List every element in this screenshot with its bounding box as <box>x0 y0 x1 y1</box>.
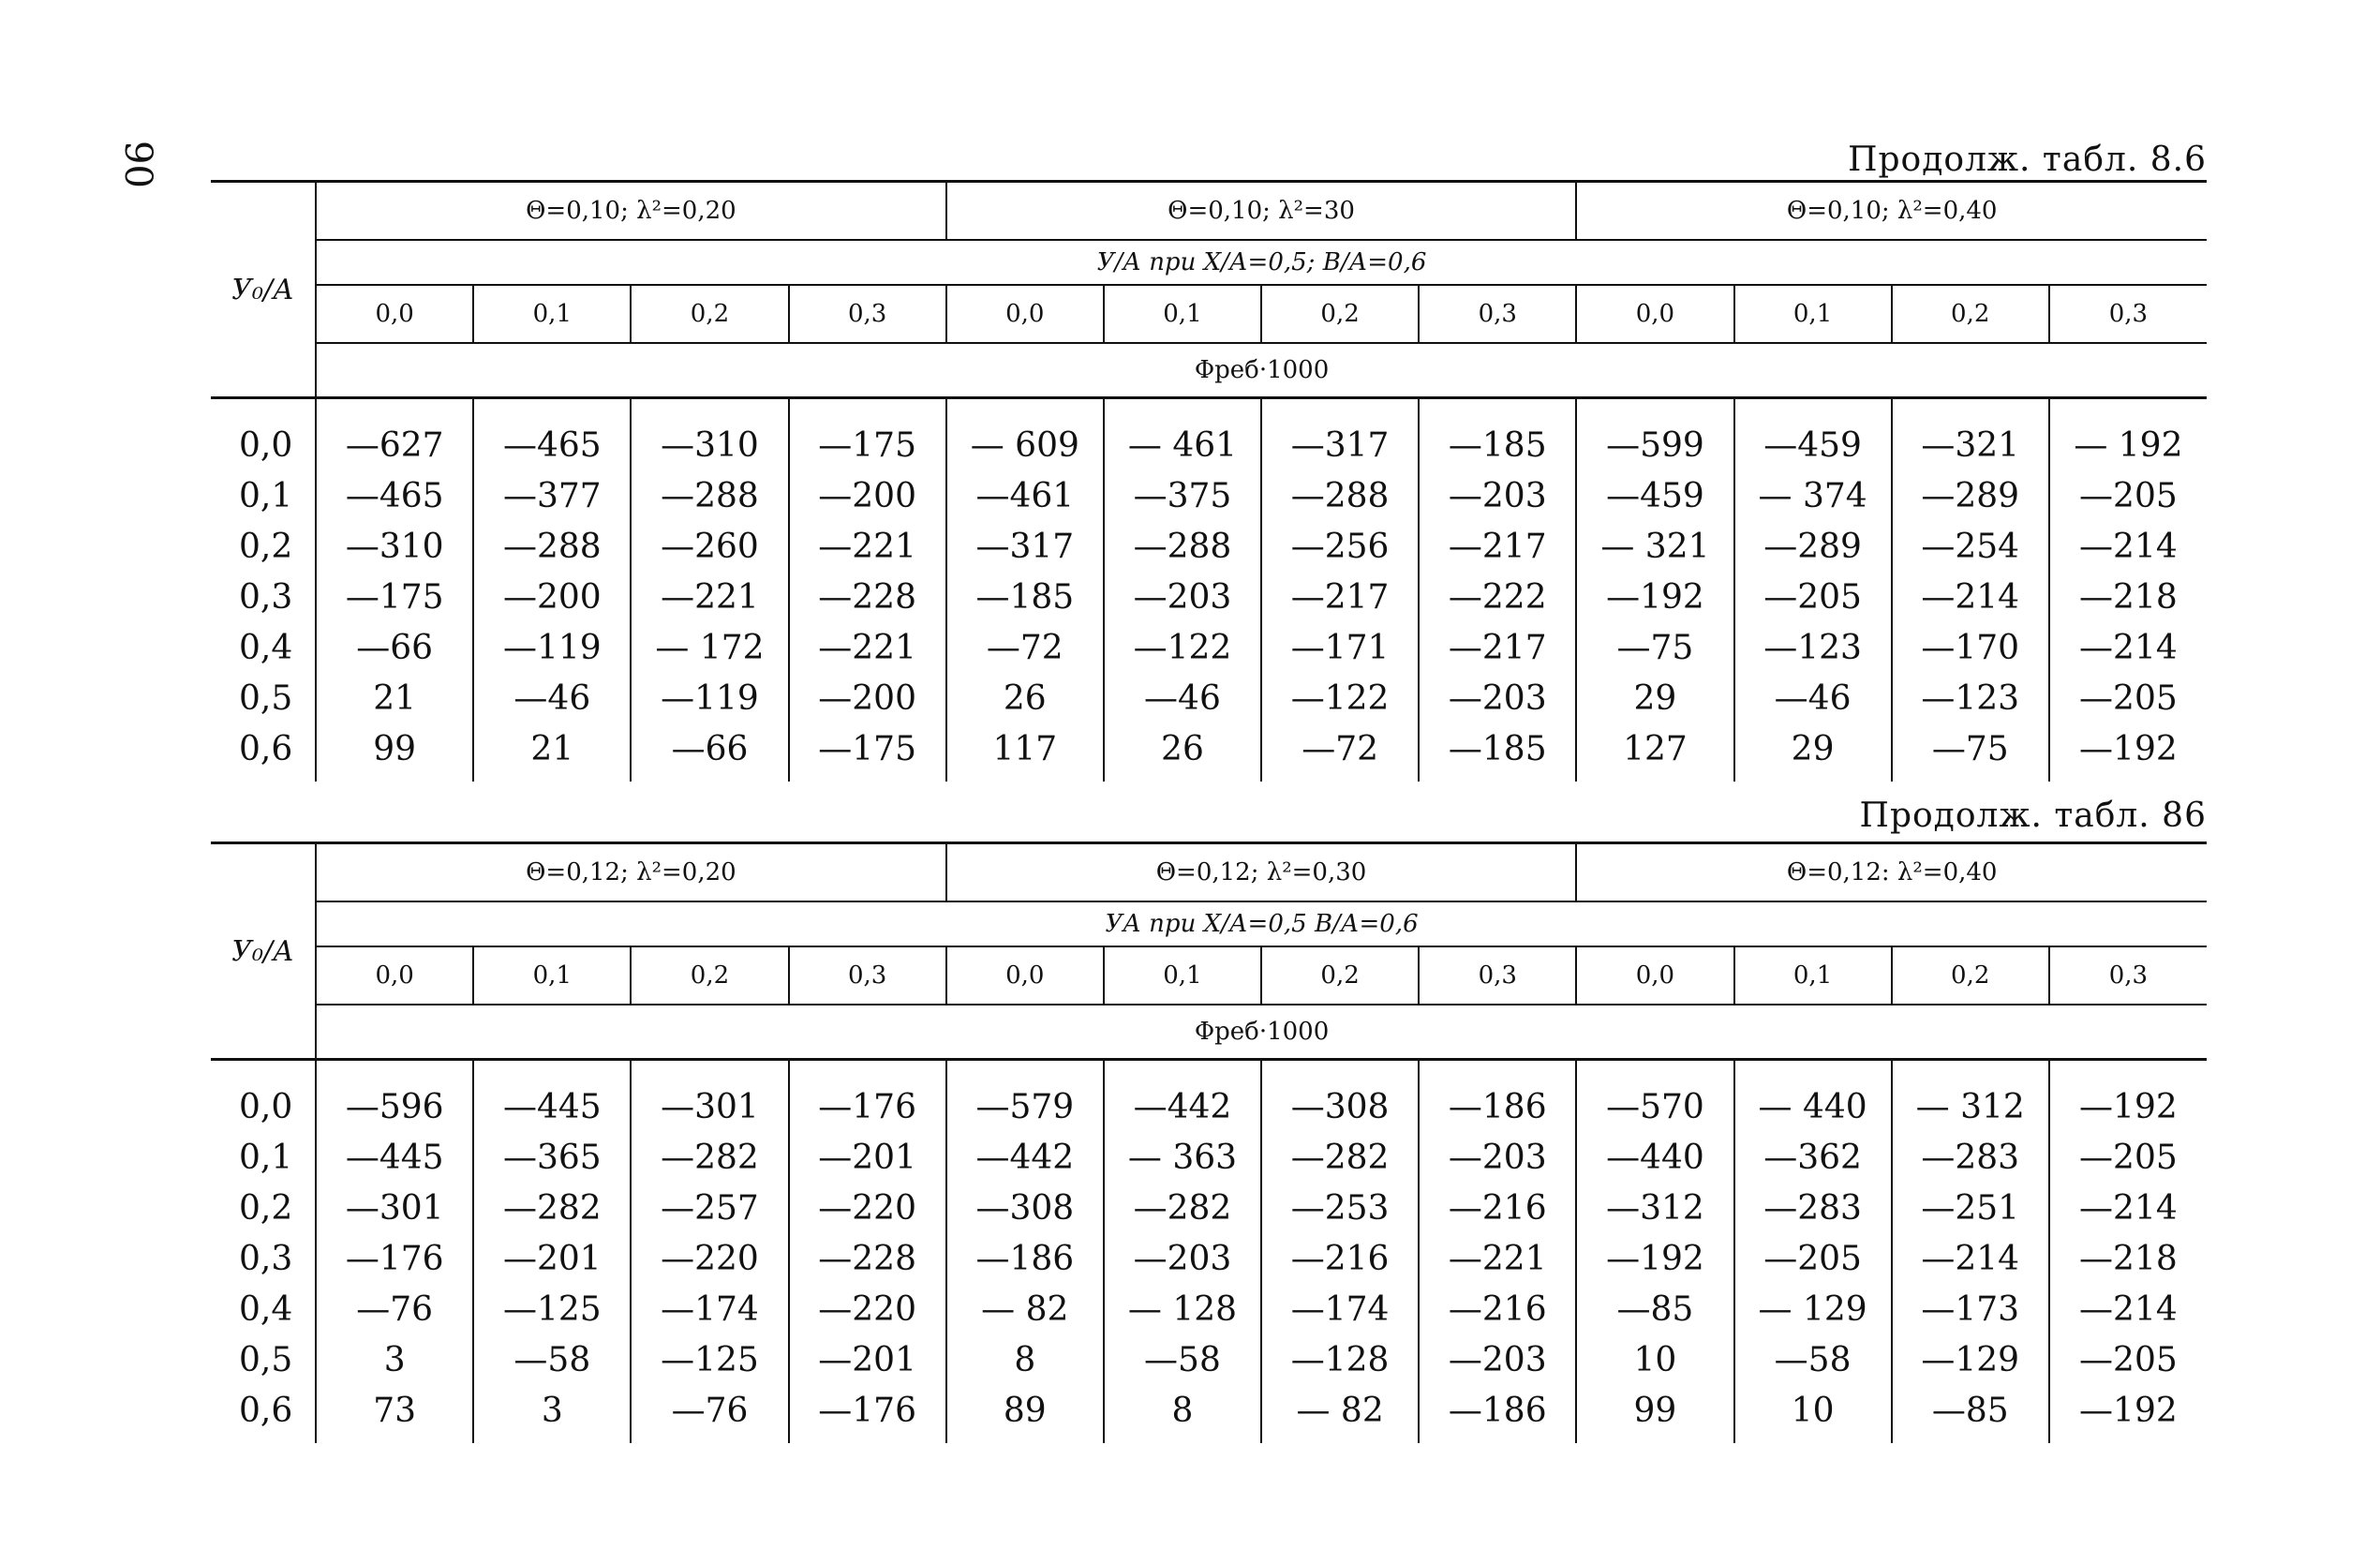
column-header: 0,0 <box>946 285 1104 343</box>
column-header: 0,1 <box>473 285 631 343</box>
table-cell: —119 <box>631 673 788 723</box>
column-header: 0,0 <box>316 285 473 343</box>
table-cell: — 312 <box>1892 1061 2049 1132</box>
table-cell: 8 <box>1104 1385 1261 1443</box>
table-cell: —465 <box>316 470 473 521</box>
table-cell: —72 <box>1261 723 1419 782</box>
table-cell: —123 <box>1892 673 2049 723</box>
table-cell: —256 <box>1261 521 1419 572</box>
row-label: 0,4 <box>211 622 316 673</box>
table-cell: —282 <box>1261 1132 1419 1183</box>
table-cell: —440 <box>1576 1132 1733 1183</box>
table-cell: —66 <box>316 622 473 673</box>
table-cell: — 609 <box>946 399 1104 470</box>
table-cell: 3 <box>316 1334 473 1385</box>
row-label: 0,5 <box>211 673 316 723</box>
data-table <box>211 842 2207 1443</box>
table-cell: —186 <box>1419 1061 1576 1132</box>
table-cell: —46 <box>473 673 631 723</box>
table-cell: — 172 <box>631 622 788 673</box>
table-cell: —301 <box>631 1061 788 1132</box>
table-row <box>211 1132 2207 1183</box>
table-cell: —220 <box>789 1183 946 1233</box>
table-cell: —76 <box>631 1385 788 1443</box>
table-cell: —308 <box>1261 1061 1419 1132</box>
row-label: 0,4 <box>211 1284 316 1334</box>
table-cell: —85 <box>1892 1385 2049 1443</box>
table-row <box>211 1061 2207 1132</box>
table-cell: —377 <box>473 470 631 521</box>
column-header: 0,1 <box>473 946 631 1005</box>
table-cell: —192 <box>1576 1233 1733 1284</box>
table-cell: —175 <box>789 399 946 470</box>
row-label: 0,5 <box>211 1334 316 1385</box>
table-cell: —205 <box>2079 476 2178 515</box>
table-cell: 26 <box>946 673 1104 723</box>
table-cell: —203 <box>1419 1132 1576 1183</box>
column-header: 0,3 <box>2049 946 2207 1005</box>
table-cell: —321 <box>1892 399 2049 470</box>
table-cell: —125 <box>631 1334 788 1385</box>
data-table <box>211 180 2207 782</box>
table-cell: —174 <box>1261 1284 1419 1334</box>
table-cell: —192 <box>1576 572 1733 622</box>
table-cell: —288 <box>1104 521 1261 572</box>
table-cell: —459 <box>1576 470 1733 521</box>
table-row <box>211 723 2207 782</box>
table-cell: —192 <box>2079 729 2178 768</box>
table-cell: —257 <box>631 1183 788 1233</box>
table-cell: 10 <box>1576 1334 1733 1385</box>
table-row <box>211 399 2207 470</box>
table-cell: 21 <box>316 673 473 723</box>
table-cell: 117 <box>946 723 1104 782</box>
column-header-row <box>211 946 2207 1005</box>
page-number: 90 <box>116 141 159 188</box>
table-cell: — 82 <box>1261 1385 1419 1443</box>
row-label: 0,0 <box>211 1061 316 1132</box>
table-cell: —599 <box>1576 399 1733 470</box>
table-cell: —174 <box>631 1284 788 1334</box>
table-cell: —46 <box>1734 673 1892 723</box>
table-cell: —200 <box>473 572 631 622</box>
table-cell: —253 <box>1261 1183 1419 1233</box>
table-cell: —289 <box>1734 521 1892 572</box>
table-cell: —228 <box>789 1233 946 1284</box>
group-header-2: Θ=0,12; λ²=0,30 <box>946 844 1577 901</box>
table-cell: 127 <box>1576 723 1733 782</box>
table-row <box>211 470 2207 521</box>
table-cell: —214 <box>2079 1289 2178 1329</box>
table-cell: —76 <box>316 1284 473 1334</box>
phi-label: Φреб·1000 <box>1194 356 1330 384</box>
table-cell: 29 <box>1576 673 1733 723</box>
table-cell: —445 <box>316 1132 473 1183</box>
table-cell: —222 <box>1419 572 1576 622</box>
table-cell: —46 <box>1104 673 1261 723</box>
table-cell: —228 <box>789 572 946 622</box>
table-row <box>211 1334 2207 1385</box>
column-header: 0,2 <box>631 285 788 343</box>
table-cell: —570 <box>1576 1061 1733 1132</box>
table-cell: —171 <box>1261 622 1419 673</box>
column-header: 0,3 <box>1419 285 1576 343</box>
table-cell: —254 <box>1892 521 2049 572</box>
table-cell: —125 <box>473 1284 631 1334</box>
table-cell: —201 <box>789 1132 946 1183</box>
table-cell: —205 <box>2079 1340 2178 1379</box>
column-header: 0,2 <box>1261 946 1419 1005</box>
table-cell: —221 <box>1419 1233 1576 1284</box>
table-cell: —216 <box>1419 1284 1576 1334</box>
table-cell: —58 <box>473 1334 631 1385</box>
table-cell: —216 <box>1419 1183 1576 1233</box>
table-cell: —283 <box>1892 1132 2049 1183</box>
column-header: 0,2 <box>1892 285 2049 343</box>
table-body <box>211 1061 2207 1443</box>
group-header-2: Θ=0,10; λ²=30 <box>946 183 1577 240</box>
table-cell: —596 <box>316 1061 473 1132</box>
table-cell: —214 <box>2079 628 2178 667</box>
row-label: 0,0 <box>211 399 316 470</box>
column-header: 0,0 <box>1576 946 1733 1005</box>
table-cell: —75 <box>1576 622 1733 673</box>
table-row <box>211 673 2207 723</box>
table-cell: —203 <box>1104 572 1261 622</box>
table-cell: 26 <box>1104 723 1261 782</box>
table-cell: —288 <box>1261 470 1419 521</box>
table-cell: —221 <box>789 622 946 673</box>
table-row <box>211 1183 2207 1233</box>
table-cell: —217 <box>1261 572 1419 622</box>
row-label: 0,6 <box>211 1385 316 1443</box>
group-header-3: Θ=0,10; λ²=0,40 <box>1576 183 2207 240</box>
group-header-1: Θ=0,12; λ²=0,20 <box>316 844 946 901</box>
table-cell: —170 <box>1892 622 2049 673</box>
table-cell: —220 <box>789 1284 946 1334</box>
table-cell: —214 <box>2079 527 2178 566</box>
table-cell: —85 <box>1576 1284 1733 1334</box>
row-label: 0,1 <box>211 470 316 521</box>
table-cell: — 440 <box>1734 1061 1892 1132</box>
column-header: 0,0 <box>316 946 473 1005</box>
table-cell: 99 <box>316 723 473 782</box>
table-cell: —627 <box>316 399 473 470</box>
table-row <box>211 521 2207 572</box>
table-cell: —217 <box>1419 622 1576 673</box>
column-header: 0,3 <box>789 946 946 1005</box>
table-cell: —289 <box>1892 470 2049 521</box>
column-header: 0,1 <box>1104 285 1261 343</box>
table-cell: 29 <box>1734 723 1892 782</box>
column-header: 0,2 <box>1261 285 1419 343</box>
table-cell: —461 <box>946 470 1104 521</box>
column-header: 0,2 <box>631 946 788 1005</box>
table-cell: —205 <box>1734 572 1892 622</box>
table-cell: —175 <box>316 572 473 622</box>
table-row <box>211 622 2207 673</box>
table-body <box>211 399 2207 782</box>
phi-label: Φреб·1000 <box>1194 1018 1330 1046</box>
column-header: 0,3 <box>1419 946 1576 1005</box>
column-header: 0,1 <box>1734 946 1892 1005</box>
table-cell: —119 <box>473 622 631 673</box>
table-cell: 21 <box>473 723 631 782</box>
table-cell: —310 <box>631 399 788 470</box>
column-header: 0,0 <box>1576 285 1733 343</box>
table-cell: — 128 <box>1104 1284 1261 1334</box>
table-cell: —128 <box>1261 1334 1419 1385</box>
table-row <box>211 1233 2207 1284</box>
table-cell: —203 <box>1419 470 1576 521</box>
table-cell: 99 <box>1576 1385 1733 1443</box>
row-label: 0,2 <box>211 1183 316 1233</box>
column-header-row <box>211 285 2207 343</box>
table-cell: —176 <box>789 1385 946 1443</box>
table-cell: — 129 <box>1734 1284 1892 1334</box>
table-cell: —123 <box>1734 622 1892 673</box>
table-cell: —175 <box>789 723 946 782</box>
table-cell: —205 <box>1734 1233 1892 1284</box>
table-row <box>211 1284 2207 1334</box>
table-cell: —288 <box>631 470 788 521</box>
table-cell: 10 <box>1734 1385 1892 1443</box>
table-row <box>211 1385 2207 1443</box>
table-cell: —301 <box>316 1183 473 1233</box>
table-cell: —216 <box>1261 1233 1419 1284</box>
row-header: У₀/А <box>211 844 316 1060</box>
column-header: 0,1 <box>1104 946 1261 1005</box>
table-cell: — 192 <box>2074 425 2183 465</box>
table-cell: —203 <box>1104 1233 1261 1284</box>
table-cell: —459 <box>1734 399 1892 470</box>
table-cell: —260 <box>631 521 788 572</box>
row-header: У₀/А <box>211 183 316 398</box>
table-cell: —214 <box>1892 572 2049 622</box>
table-cell: —312 <box>1576 1183 1733 1233</box>
table-cell: —251 <box>1892 1183 2049 1233</box>
table-cell: —129 <box>1892 1334 2049 1385</box>
table-cell: —362 <box>1734 1132 1892 1183</box>
table-cell: —185 <box>946 572 1104 622</box>
table-cell: —365 <box>473 1132 631 1183</box>
table-cell: —186 <box>1419 1385 1576 1443</box>
table-cell: —201 <box>473 1233 631 1284</box>
table-cell: —176 <box>789 1061 946 1132</box>
table-cell: —442 <box>946 1132 1104 1183</box>
row-label: 0,3 <box>211 572 316 622</box>
table-cell: —122 <box>1104 622 1261 673</box>
table-cell: —282 <box>631 1132 788 1183</box>
table-cell: —200 <box>789 470 946 521</box>
table-cell: — 374 <box>1734 470 1892 521</box>
table-cell: —221 <box>789 521 946 572</box>
table-cell: — 82 <box>946 1284 1104 1334</box>
table-cell: —214 <box>2079 1188 2178 1228</box>
table-cell: —282 <box>473 1183 631 1233</box>
table-cell: —465 <box>473 399 631 470</box>
table-cell: — 461 <box>1104 399 1261 470</box>
row-label: 0,6 <box>211 723 316 782</box>
row-label: 0,3 <box>211 1233 316 1284</box>
table-cell: —58 <box>1734 1334 1892 1385</box>
table-cell: —173 <box>1892 1284 2049 1334</box>
table-cell: —176 <box>316 1233 473 1284</box>
table-cell: —66 <box>631 723 788 782</box>
table-cell: —203 <box>1419 1334 1576 1385</box>
column-header: 0,3 <box>2049 285 2207 343</box>
table-cell: —288 <box>473 521 631 572</box>
column-header: 0,0 <box>946 946 1104 1005</box>
table-cell: —58 <box>1104 1334 1261 1385</box>
column-header: 0,2 <box>1892 946 2049 1005</box>
table-caption: Продолж. табл. 8.6 <box>1848 141 2207 179</box>
table-cell: —185 <box>1419 399 1576 470</box>
table-cell: —218 <box>2079 577 2178 617</box>
group-header-1: Θ=0,10; λ²=0,20 <box>316 183 946 240</box>
table-cell: —317 <box>1261 399 1419 470</box>
table-cell: —186 <box>946 1233 1104 1284</box>
table-cell: 73 <box>316 1385 473 1443</box>
row-label: 0,1 <box>211 1132 316 1183</box>
table-cell: —579 <box>946 1061 1104 1132</box>
table-cell: —317 <box>946 521 1104 572</box>
table-cell: —375 <box>1104 470 1261 521</box>
table-cell: —72 <box>946 622 1104 673</box>
table-cell: 3 <box>473 1385 631 1443</box>
subheader: УА при Х/А=0,5 В/А=0,6 <box>316 901 2207 946</box>
table-cell: — 363 <box>1104 1132 1261 1183</box>
table-cell: —192 <box>2079 1391 2178 1430</box>
table-cell: —310 <box>316 521 473 572</box>
table-cell: —308 <box>946 1183 1104 1233</box>
table-cell: —214 <box>1892 1233 2049 1284</box>
subheader: У/А при Х/А=0,5; В/А=0,6 <box>316 240 2207 285</box>
table-cell: — 321 <box>1576 521 1733 572</box>
table-cell: —220 <box>631 1233 788 1284</box>
table-cell: —217 <box>1419 521 1576 572</box>
table-cell: —445 <box>473 1061 631 1132</box>
table-cell: —203 <box>1419 673 1576 723</box>
table-cell: —200 <box>789 673 946 723</box>
table-cell: —442 <box>1104 1061 1261 1132</box>
table-cell: 89 <box>946 1385 1104 1443</box>
table-cell: —283 <box>1734 1183 1892 1233</box>
table-cell: —75 <box>1892 723 2049 782</box>
table-cell: —218 <box>2079 1239 2178 1278</box>
table-cell: —122 <box>1261 673 1419 723</box>
table-cell: —201 <box>789 1334 946 1385</box>
table-row <box>211 572 2207 622</box>
column-header: 0,3 <box>789 285 946 343</box>
table-cell: —221 <box>631 572 788 622</box>
table-cell: —192 <box>2079 1087 2178 1126</box>
group-header-3: Θ=0,12: λ²=0,40 <box>1576 844 2207 901</box>
table-cell: —205 <box>2079 1138 2178 1177</box>
column-header: 0,1 <box>1734 285 1892 343</box>
table-cell: —282 <box>1104 1183 1261 1233</box>
table-cell: 8 <box>946 1334 1104 1385</box>
table-caption: Продолж. табл. 86 <box>1859 797 2207 835</box>
table-cell: —205 <box>2079 678 2178 718</box>
row-label: 0,2 <box>211 521 316 572</box>
table-cell: —185 <box>1419 723 1576 782</box>
